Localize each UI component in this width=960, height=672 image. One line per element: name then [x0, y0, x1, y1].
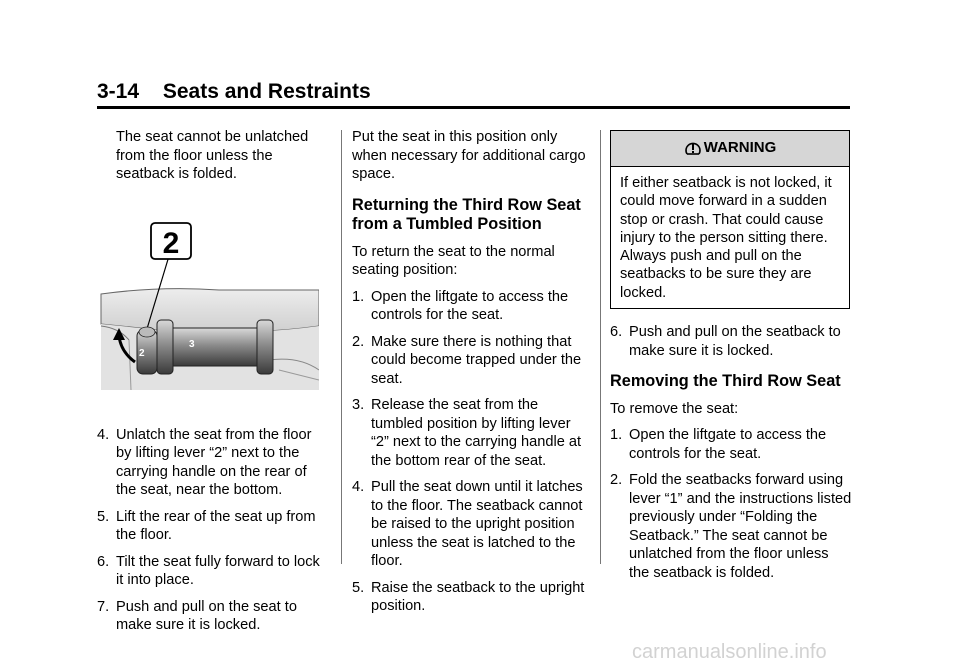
- step-text: Pull the seat down until it latches to the floor. The seatback cannot be raised to the upright position unless the seat is latched to the floor.: [371, 479, 583, 569]
- watermark-text: carmanualsonline.info: [632, 641, 827, 663]
- lever-label: 2: [139, 347, 145, 359]
- step-number: 2.: [352, 333, 365, 350]
- list-item: [352, 579, 589, 616]
- step-text: Lift the rear of the seat up from the floor.: [116, 508, 316, 543]
- step-number: 1.: [610, 427, 623, 444]
- column-2: [352, 128, 589, 624]
- step-text: Open the liftgate to access the controls for the seat.: [371, 288, 569, 323]
- seat-lever-figure: [99, 220, 319, 390]
- warning-title: WARNING: [703, 139, 777, 157]
- step-number: 6.: [97, 553, 110, 570]
- seat-lever-illustration: [99, 220, 319, 390]
- step-text: Release the seat from the tumbled position by lifting lever “2” next to the carrying handle at the bottom rear of the seat.: [371, 397, 582, 469]
- step-number: 5.: [352, 579, 365, 596]
- step-text: Push and pull on the seatback to make sure it is locked.: [629, 324, 841, 359]
- list-item: [610, 471, 852, 582]
- col1-steps: [97, 426, 329, 635]
- col2-intro: Put the seat in this position only when necessary for additional cargo space.: [352, 129, 586, 182]
- step-number: 4.: [97, 426, 110, 443]
- warning-header: [611, 131, 849, 167]
- column-1: [97, 128, 329, 643]
- header-text: [97, 80, 850, 104]
- step-text: Unlatch the seat from the floor by lifting lever “2” next to the carrying handle on the rear of the seat, near the bottom.: [116, 426, 312, 498]
- section-title: Seats and Restraints: [162, 80, 371, 103]
- list-item: [97, 426, 329, 500]
- list-item: [610, 426, 852, 463]
- list-item: [610, 323, 852, 360]
- col2-lead: To return the seat to the normal seating position:: [352, 243, 555, 278]
- step-number: 5.: [97, 508, 110, 525]
- step-text: Push and pull on the seat to make sure it is locked.: [116, 598, 297, 633]
- col1-intro: The seat cannot be unlatched from the floor unless the seatback is folded.: [116, 129, 309, 182]
- column-divider: [341, 130, 342, 564]
- step-number: 3.: [352, 397, 365, 413]
- step-number: 1.: [352, 288, 365, 305]
- callout-number-large: 2: [162, 226, 180, 260]
- column-3: [610, 128, 852, 590]
- warning-body: If either seatback is not locked, it could move forward in a sudden stop or crash. That could cause injury to the person sitting there. Always push and pull on the seatbacks to be sure they are locked.: [620, 175, 832, 301]
- list-item: [97, 598, 329, 635]
- list-item: [352, 333, 589, 389]
- step-text: Tilt the seat fully forward to lock it into place.: [116, 553, 320, 588]
- step-number: 4.: [352, 479, 365, 495]
- step-text: Raise the seatback to the upright position.: [371, 579, 585, 614]
- step-text: Open the liftgate to access the controls for the seat.: [629, 427, 827, 462]
- step-text: Fold the seatbacks forward using lever “1” and the instructions listed previously under “Folding the Seatback.” The seat cannot be unlatched from the floor unless the seatback is folded.: [629, 472, 852, 581]
- list-item: [352, 288, 589, 325]
- header-rule: [97, 106, 850, 109]
- col3-steps-a: [610, 323, 852, 360]
- handle-label: 3: [189, 338, 195, 350]
- col2-steps: [352, 288, 589, 616]
- section-heading: Returning the Third Row Seat from a Tumbled Position: [352, 195, 581, 233]
- list-item: [97, 553, 329, 590]
- col3-steps-b: [610, 426, 852, 582]
- step-number: 7.: [97, 598, 110, 615]
- warning-box: [610, 130, 850, 309]
- step-number: 6.: [610, 324, 623, 341]
- list-item: [97, 508, 329, 545]
- list-item: [352, 478, 589, 571]
- step-text: Make sure there is nothing that could become trapped under the seat.: [371, 333, 582, 387]
- col3-lead: To remove the seat:: [610, 400, 739, 417]
- list-item: [352, 396, 589, 470]
- page-header: [97, 80, 850, 104]
- warning-icon: [684, 140, 702, 158]
- step-number: 2.: [610, 472, 623, 489]
- section-heading: Removing the Third Row Seat: [610, 372, 841, 391]
- column-divider: [600, 130, 601, 564]
- page-number: 3-14: [97, 80, 140, 103]
